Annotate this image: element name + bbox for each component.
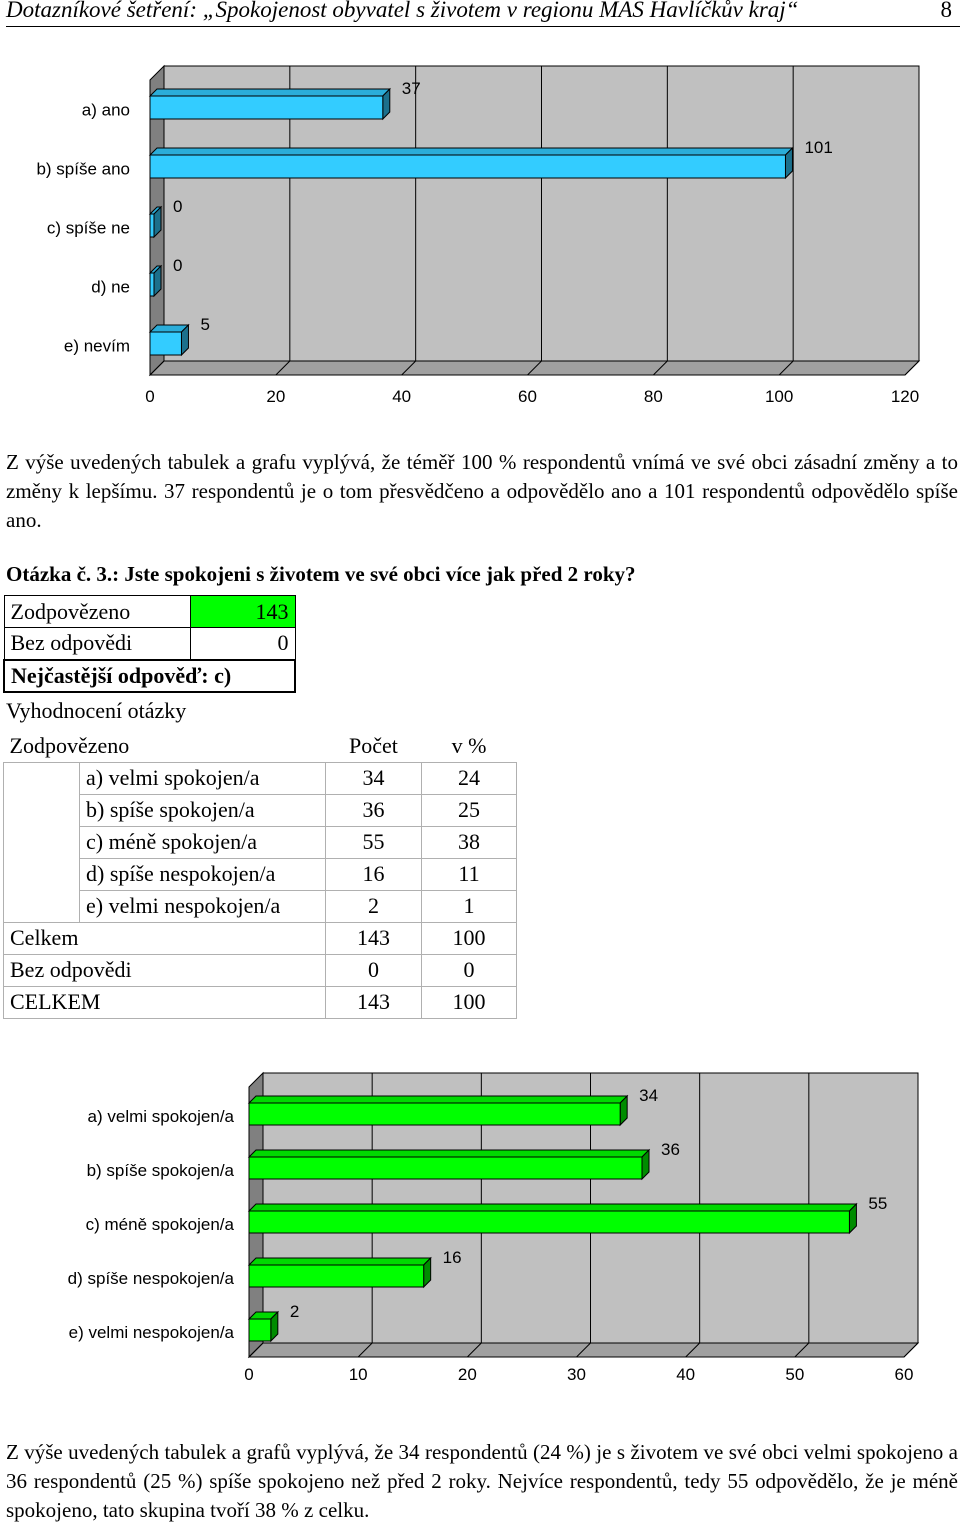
x-tick-label: 20: [457, 1365, 477, 1384]
no-answer-row-label: Bez odpovědi: [4, 954, 326, 986]
bar-top: [150, 89, 390, 96]
x-tick-label: 60: [894, 1365, 914, 1384]
x-tick-label: 60: [518, 387, 537, 406]
no-answer-count: 0: [326, 954, 422, 986]
chart-q3-bar: [0, 1055, 960, 1400]
category-label: b) spíše ano: [36, 159, 130, 179]
results-table: [3, 730, 517, 1019]
answer-count: 34: [326, 762, 422, 794]
table-row-total: [4, 922, 517, 954]
answer-percent: 24: [422, 762, 517, 794]
grand-total-count: 143: [326, 986, 422, 1018]
table-row: [4, 858, 517, 890]
table-row: [4, 890, 517, 922]
bar: [249, 1265, 424, 1287]
bar-top: [249, 1096, 627, 1103]
document-title: Dotazníkové šetření: „Spokojenost obyvatel s životem v regionu MAS Havlíčkův kraj“: [6, 0, 799, 22]
answer-count: 16: [326, 858, 422, 890]
x-tick-label: 0: [145, 387, 155, 406]
table-row-grand-total: [4, 986, 517, 1018]
answer-label: e) velmi nespokojen/a: [80, 890, 326, 922]
grand-total-label: CELKEM: [4, 986, 326, 1018]
category-label: e) velmi nespokojen/a: [68, 1323, 234, 1342]
x-tick-label: 10: [348, 1365, 368, 1384]
table-row: [4, 762, 517, 794]
x-tick-label: 40: [676, 1365, 696, 1384]
bar: [249, 1103, 620, 1125]
bar: [150, 155, 785, 178]
page-number: 8: [940, 0, 952, 22]
bar: [150, 273, 154, 296]
bar-value-label: 36: [661, 1140, 680, 1159]
category-label: c) spíše ne: [46, 218, 130, 238]
answered-label: Zodpovězeno: [4, 596, 190, 628]
grand-total-percent: 100: [422, 986, 517, 1018]
x-tick-label: 30: [567, 1365, 586, 1384]
bar: [249, 1211, 849, 1233]
bar-top: [249, 1258, 431, 1265]
answer-percent: 1: [422, 890, 517, 922]
bar-value-label: 0: [173, 256, 183, 275]
table-row: [4, 794, 517, 826]
total-percent: 100: [422, 922, 517, 954]
bar-value-label: 55: [868, 1194, 888, 1213]
bar-value-label: 37: [401, 79, 421, 98]
evaluation-label: Vyhodnocení otázky: [6, 698, 187, 723]
x-tick-label: 20: [266, 387, 286, 406]
question-heading: Otázka č. 3.: Jste spokojeni s životem ve své obci více jak před 2 roky?: [6, 562, 636, 586]
category-label: d) spíše nespokojen/a: [67, 1269, 234, 1288]
answer-label: c) méně spokojen/a: [80, 826, 326, 858]
x-tick-label: 100: [764, 387, 794, 406]
bar-top: [150, 148, 792, 155]
col-answered-header: Zodpovězeno: [9, 732, 130, 758]
summary-table: [3, 595, 296, 693]
x-tick-label: 50: [785, 1365, 805, 1384]
table-row-no-answer: [4, 954, 517, 986]
answer-percent: 11: [422, 858, 517, 890]
table-row: [4, 826, 517, 858]
col-count-header: Počet: [349, 732, 398, 758]
no-answer-value: 0: [190, 628, 295, 660]
paragraph-q3-summary: Z výše uvedených tabulek a grafů vyplývá, že 34 respondentů (24 %) je s životem ve své obci velmi spokojeno a 36 respondentů (25 %) spíše spokojeno než před 2 roky. Nejvíce respondentů, tedy 55 odpovědělo, že je méně spokojeno, tato skupina tvoří 38 % z celku.: [6, 1440, 958, 1522]
bar-value-label: 101: [804, 138, 833, 157]
category-label: a) velmi spokojen/a: [87, 1107, 234, 1126]
bar: [249, 1157, 642, 1179]
answer-count: 55: [326, 826, 422, 858]
answered-value: 143: [190, 596, 295, 628]
header-rule: [6, 26, 960, 27]
chart-q2-bar: [0, 30, 960, 415]
answer-count: 2: [326, 890, 422, 922]
bar-value-label: 34: [639, 1086, 659, 1105]
x-tick-label: 80: [643, 387, 663, 406]
bar: [249, 1319, 271, 1341]
most-common-answer: Nejčastější odpověď: c): [4, 660, 295, 692]
paragraph-q2-summary: Z výše uvedených tabulek a grafu vyplývá, že téměř 100 % respondentů vnímá ve své obci zásadní změny a to změny k lepšímu. 37 respondentů je o tom přesvědčeno a odpovědělo ano a 101 respondentů odpovědělo spíše ano.: [6, 450, 958, 532]
bar-value-label: 0: [173, 197, 183, 216]
answer-label: d) spíše nespokojen/a: [80, 858, 326, 890]
x-tick-label: 120: [890, 387, 920, 406]
bar: [150, 96, 383, 119]
bar: [150, 332, 181, 355]
bar-value-label: 16: [442, 1248, 462, 1267]
total-count: 143: [326, 922, 422, 954]
total-label: Celkem: [4, 922, 326, 954]
answer-percent: 25: [422, 794, 517, 826]
category-label: b) spíše spokojen/a: [86, 1161, 234, 1180]
bar-top: [249, 1204, 856, 1211]
category-label: e) nevím: [63, 336, 130, 356]
category-label: c) méně spokojen/a: [85, 1215, 234, 1234]
bar-value-label: 2: [289, 1302, 300, 1321]
answer-percent: 38: [422, 826, 517, 858]
answer-label: b) spíše spokojen/a: [80, 794, 326, 826]
bar-top: [249, 1150, 649, 1157]
x-tick-label: 0: [244, 1365, 254, 1384]
page-header: [6, 0, 956, 26]
x-tick-label: 40: [392, 387, 412, 406]
category-label: a) ano: [81, 100, 130, 120]
indent-cell: [4, 762, 80, 922]
no-answer-percent: 0: [422, 954, 517, 986]
col-percent-header: v %: [451, 732, 487, 758]
category-label: d) ne: [91, 277, 130, 297]
answer-label: a) velmi spokojen/a: [80, 762, 326, 794]
answer-count: 36: [326, 794, 422, 826]
bar: [150, 214, 154, 237]
no-answer-label: Bez odpovědi: [4, 628, 190, 660]
bar-value-label: 5: [200, 315, 210, 334]
